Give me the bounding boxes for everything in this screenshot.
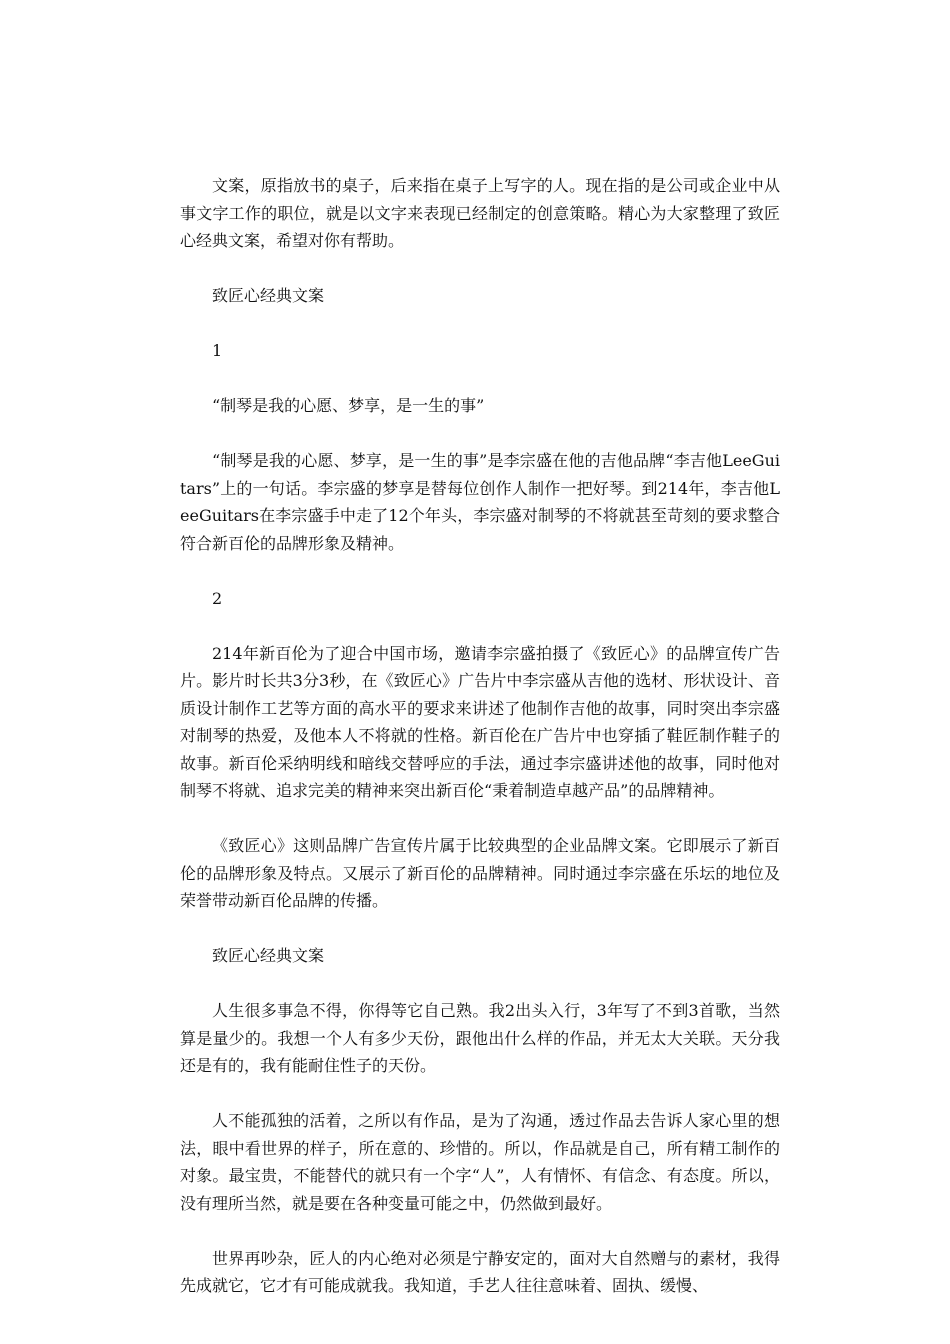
quote-heading: “制琴是我的心愿、梦享，是一生的事” — [212, 396, 485, 415]
document-body — [180, 172, 780, 1327]
body-paragraph: 《致匠心》这则品牌广告宣传片属于比较典型的企业品牌文案。它即展示了新百伦的品牌形象及特点。又展示了新百伦的品牌精神。同时通过李宗盛在乐坛的地位及荣誉带动新百伦品牌的传播。 — [180, 836, 780, 910]
body-paragraph: 人不能孤独的活着，之所以有作品，是为了沟通，透过作品去告诉人家心里的想法，眼中看世界的样子，所在意的、珍惜的。所以，作品就是自己，所有精工制作的对象。最宝贵，不能替代的就只有一个字“人”，人有情怀、有信念、有态度。所以，没有理所当然，就是要在各种变量可能之中，仍然做到最好。 — [180, 1111, 780, 1213]
section-heading: 致匠心经典文案 — [212, 286, 325, 305]
intro-paragraph: 文案，原指放书的桌子，后来指在桌子上写字的人。现在指的是公司或企业中从事文字工作的职位，就是以文字来表现已经制定的创意策略。精心为大家整理了致匠心经典文案，希望对你有帮助。 — [180, 176, 780, 250]
section-number: 1 — [212, 341, 223, 360]
body-paragraph: 214年新百伦为了迎合中国市场，邀请李宗盛拍摄了《致匠心》的品牌宣传广告片。影片时长共3分3秒，在《致匠心》广告片中李宗盛从吉他的选材、形状设计、音质设计制作工艺等方面的高水平的要求来讲述了他制作吉他的故事，同时突出李宗盛对制琴的热爱，及他本人不将就的性格。新百伦在广告片中也穿插了鞋匠制作鞋子的故事。新百伦采纳明线和暗线交替呼应的手法，通过李宗盛讲述他的故事，同时他对制琴不将就、追求完美的精神来突出新百伦“秉着制造卓越产品”的品牌精神。 — [180, 643, 780, 800]
body-paragraph: 世界再吵杂，匠人的内心绝对必须是宁静安定的，面对大自然赠与的素材，我得先成就它，它才有可能成就我。我知道，手艺人往往意味着、固执、缓慢、 — [180, 1248, 780, 1295]
section-heading: 致匠心经典文案 — [212, 946, 325, 965]
section-number: 2 — [212, 588, 223, 608]
body-paragraph: 人生很多事急不得，你得等它自己熟。我2出头入行，3年写了不到3首歌，当然算是量少的。我想一个人有多少天份，跟他出什么样的作品，并无太大关联。天分我还是有的，我有能耐住性子的天份。 — [180, 1001, 780, 1075]
body-paragraph: “制琴是我的心愿、梦享，是一生的事”是李宗盛在他的吉他品牌“李吉他LeeGuitars”上的一句话。李宗盛的梦享是替每位创作人制作一把好琴。到214年，李吉他LeeGuitars在李宗盛手中走了12个年头，李宗盛对制琴的不将就甚至苛刻的要求整合符合新百伦的品牌形象及精神。 — [180, 451, 780, 553]
